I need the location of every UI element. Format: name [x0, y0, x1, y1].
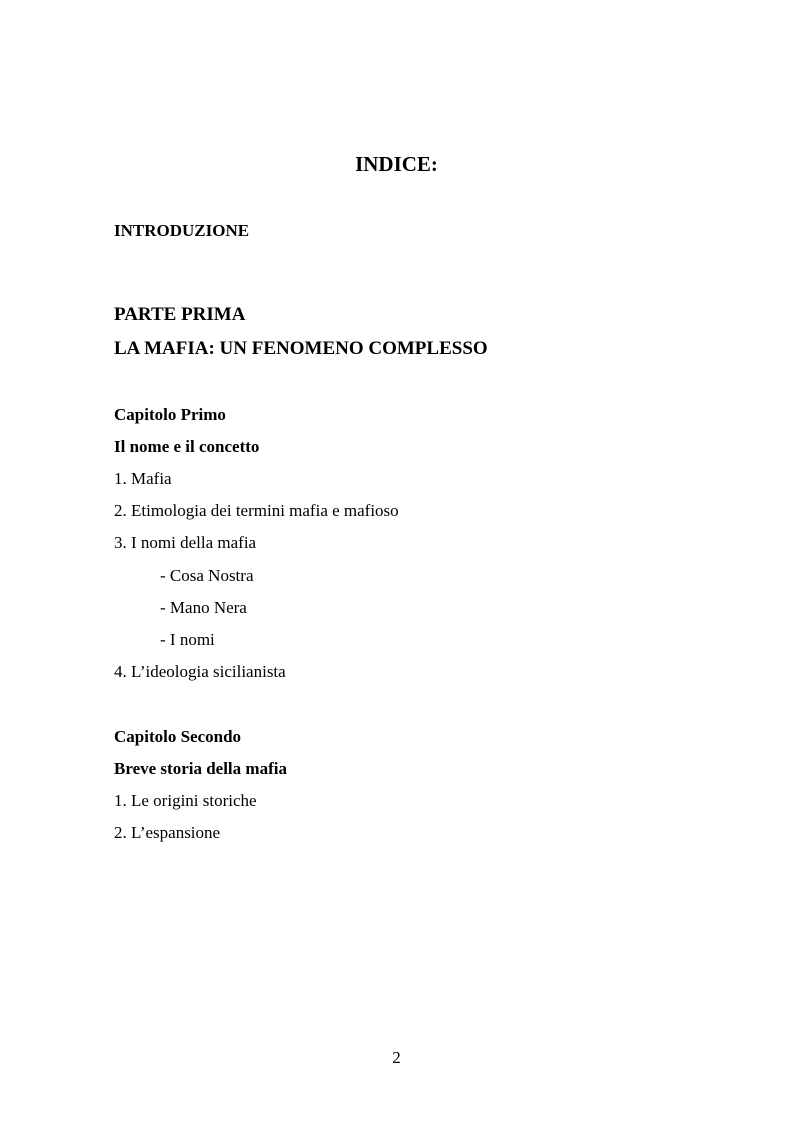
part-label: PARTE PRIMA — [114, 304, 246, 325]
page-title: INDICE: — [355, 152, 438, 176]
toc-item: 2. L’espansione — [114, 823, 221, 842]
toc-item: 1. Le origini storiche — [114, 791, 257, 810]
chapter1-title: Il nome e il concetto — [114, 437, 260, 456]
toc-subitem: - I nomi — [160, 630, 215, 649]
toc-item: 1. Mafia — [114, 469, 172, 488]
page-number: 2 — [392, 1048, 401, 1067]
introduction-heading: INTRODUZIONE — [114, 221, 250, 240]
toc-subitem: - Mano Nera — [160, 598, 247, 617]
chapter1-label: Capitolo Primo — [114, 405, 226, 424]
toc-subitem: - Cosa Nostra — [160, 566, 254, 585]
toc-item: 2. Etimologia dei termini mafia e mafioso — [114, 501, 399, 520]
chapter2-label: Capitolo Secondo — [114, 727, 242, 746]
part-title: LA MAFIA: UN FENOMENO COMPLESSO — [114, 338, 488, 359]
toc-item: 3. I nomi della mafia — [114, 533, 257, 552]
toc-item: 4. L’ideologia sicilianista — [114, 662, 286, 681]
chapter2-title: Breve storia della mafia — [114, 759, 287, 778]
